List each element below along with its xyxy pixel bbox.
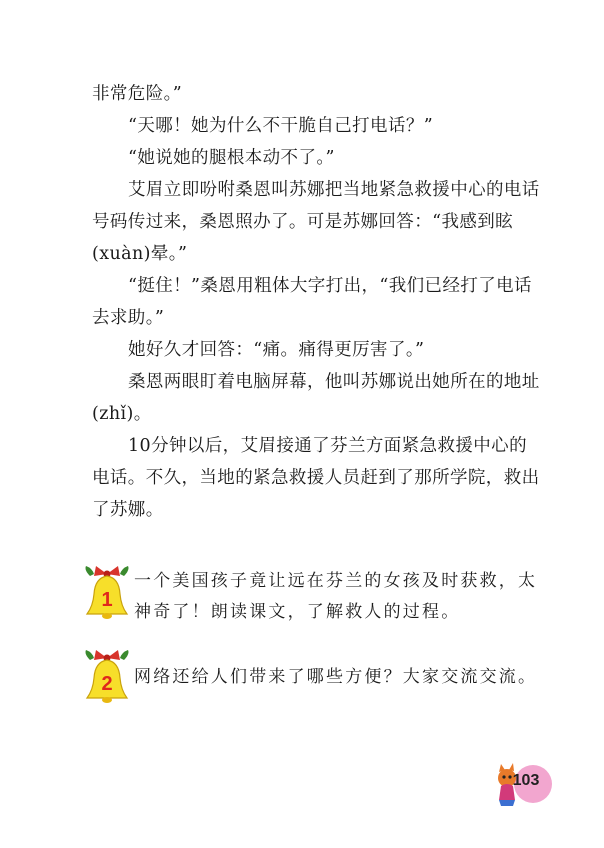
- story-paragraph-5: “挺住！”桑恩用粗体大字打出，“我们已经打了电话去求助。”: [92, 276, 532, 328]
- bell-number-2: 2: [101, 673, 113, 695]
- bell-icon-1: [82, 560, 132, 622]
- exercise-2-text: 网络还给人们带来了哪些方便？大家交流交流。: [134, 667, 538, 687]
- story-paragraph-3: “她说她的腿根本动不了。”: [128, 148, 335, 168]
- bell-icon-2: [82, 644, 132, 706]
- bell-number-1: 1: [101, 589, 113, 611]
- story-paragraph-2: “天哪！她为什么不干脆自己打电话？”: [128, 116, 434, 136]
- exercise-1-text: 一个美国孩子竟让远在芬兰的女孩及时获救，太神奇了！朗读课文，了解救人的过程。: [134, 571, 538, 622]
- story-paragraph-4: 艾眉立即吩咐桑恩叫苏娜把当地紧急救援中心的电话号码传过来，桑恩照办了。可是苏娜回答：“我感到眩(xuàn)晕。”: [92, 180, 540, 264]
- story-paragraph-8: 10分钟以后，艾眉接通了芬兰方面紧急救援中心的电话。不久，当地的紧急救援人员赶到了那所学院，救出了苏娜。: [92, 436, 540, 520]
- story-paragraph-1: 非常危险。”: [92, 84, 183, 104]
- page-number: 103: [512, 772, 540, 789]
- story-paragraph-7: 桑恩两眼盯着电脑屏幕，他叫苏娜说出她所在的地址(zhǐ)。: [92, 372, 540, 424]
- story-paragraph-6: 她好久才回答：“痛。痛得更厉害了。”: [128, 340, 425, 360]
